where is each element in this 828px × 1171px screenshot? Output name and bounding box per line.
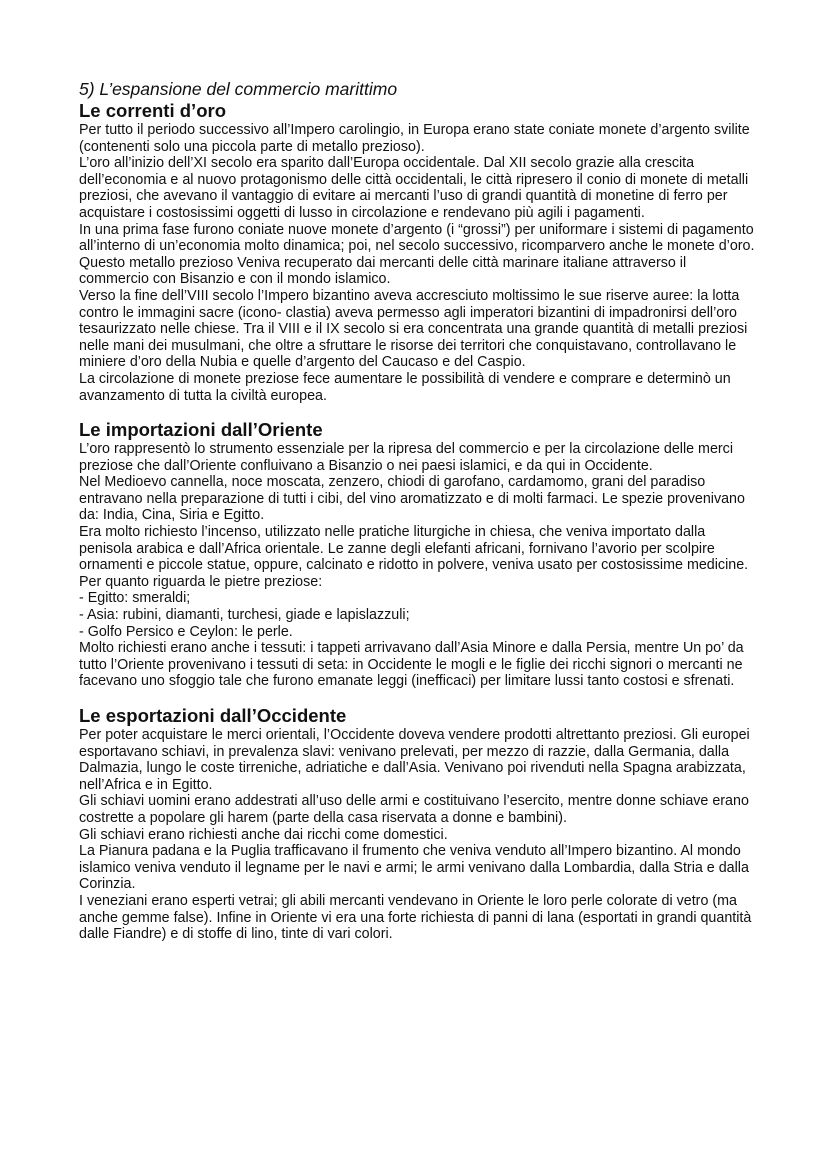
paragraph: Questo metallo prezioso Veniva recuperato dai mercanti delle città marinare italiane attraverso il commercio con Bisanzio e con il mondo islamico. (79, 254, 687, 288)
list-item: - Egitto: smeraldi; (79, 590, 191, 607)
section-title: Le importazioni dall’Oriente (79, 419, 323, 441)
list-item: - Golfo Persico e Ceylon: le perle. (79, 623, 293, 640)
paragraph: Gli schiavi uomini erano addestrati all’uso delle armi e costituivano l’esercito, mentre donne schiave erano costrette a popolare gli harem (parte della casa riservata a donne e bambini). (79, 793, 749, 826)
paragraph: L’oro all’inizio dell’XI secolo era sparito dall’Europa occidentale. Dal XII secolo grazie alla crescita dell’economia e al nuovo protagonismo delle città occidentali, le città ripresero il conio di monete di metalli preziosi, che avevano il vantaggio di evitare ai mercanti l’uso di grandi quantità di monetine di ferro per acquistare i costosissimi oggetti di lusso in circolazione e rendevano più agili i pagamenti. (79, 155, 749, 221)
chapter-title: 5) L’espansione del commercio marittimo (79, 79, 398, 99)
section-title: Le esportazioni dall’Occidente (79, 705, 347, 726)
section-correnti-oro (79, 100, 759, 404)
paragraph: L’oro rappresentò lo strumento essenziale per la ripresa del commercio e per la circolazione delle merci preziose che dall’Oriente confluivano a Bisanzio o nei paesi islamici, e da qui in Occidente. (79, 441, 733, 474)
paragraph: Per poter acquistare le merci orientali, l’Occidente doveva vendere prodotti altrettanto preziosi. Gli europei esportavano schiavi, in prevalenza slavi: venivano prelevati, per mezzo di razzie, dalla Germania, dalla Dalmazia, lungo le coste tirreniche, adriatiche e dall’Asia. Venivano poi rivenduti nella Spagna arabizzata, nell’Africa e in Egitto. (79, 727, 750, 793)
paragraph: Molto richiesti erano anche i tessuti: i tappeti arrivavano dall’Asia Minore e dalla Persia, mentre Un po’ da tutto l’Oriente provenivano i tessuti di seta: in Occidente le mogli e le figlie dei ricchi signori o mercanti ne facevano uno sfoggio tale che furono emanate leggi (inefficaci) per limitare lussi tanto costosi e sfrenati. (79, 640, 744, 690)
paragraph: Gli schiavi erano richiesti anche dai ricchi come domestici. (79, 826, 448, 843)
paragraph: I veneziani erano esperti vetrai; gli abili mercanti vendevano in Oriente le loro perle colorate di vetro (ma anche gemme false). Infine in Oriente vi era una forte richiesta di panni di lana (esportati in grandi quantità dalle Fiandre) e di stoffe di lino, tinte di vari colori. (79, 892, 752, 943)
section-title: Le correnti d’oro (79, 100, 226, 121)
paragraph: Nel Medioevo cannella, noce moscata, zenzero, chiodi di garofano, cardamomo, grani del paradiso entravano nella preparazione di tutti i cibi, del vino aromatizzato e di molti farmaci. Le spezie provenivano da: India, Cina, Siria e Egitto. (79, 474, 745, 524)
paragraph: La Pianura padana e la Puglia trafficavano il frumento che veniva venduto all’Impero bizantino. Al mondo islamico veniva venduto il legname per le navi e armi; le armi venivano dalla Lombardia, dalla Stria e dalla Corinzia. (79, 843, 749, 893)
paragraph: Per tutto il periodo successivo all’Impero carolingio, in Europa erano state coniate monete d’argento svilite (contenenti solo una piccola parte di metallo prezioso). (79, 122, 750, 155)
document-page (79, 78, 759, 943)
paragraph: La circolazione di monete preziose fece aumentare le possibilità di vendere e comprare e determinò un avanzamento di tutta la civiltà europea. (79, 370, 731, 404)
list-item: - Asia: rubini, diamanti, turchesi, giade e lapislazzuli; (79, 607, 410, 624)
paragraph: Verso la fine dell’VIII secolo l’Impero bizantino aveva accresciuto moltissimo le sue riserve auree: la lotta contro le immagini sacre (icono- clastia) aveva permesso agli imperatori bizantini di impadronirsi dell’oro tesaurizzato nelle chiese. Tra il VIII e il IX secolo si era concentrata una grande quantità di metalli preziosi nelle mani dei musulmani, che oltre a sfruttare le risorse dei territori che conquistavano, controllavano le miniere d’oro della Nubia e quelle d’argento del Caucaso e del Caspio. (79, 287, 748, 371)
paragraph: Era molto richiesto l’incenso, utilizzato nelle pratiche liturgiche in chiesa, che veniva importato dalla penisola arabica e dall’Africa orientale. Le zanne degli elefanti africani, fornivano l’avorio per scolpire ornamenti e piccole statue, oppure, calcinato e ridotto in polvere, veniva usato per costosissime medicine. (79, 524, 749, 574)
section-importazioni (79, 419, 759, 690)
paragraph: In una prima fase furono coniate nuove monete d’argento (i “grossi”) per uniformare i sistemi di pagamento all’interno di un’economia molto dinamica; poi, nel secolo successivo, ricomparvero anche le monete d’oro. (79, 221, 755, 255)
section-esportazioni (79, 705, 759, 943)
paragraph: Per quanto riguarda le pietre preziose: (79, 573, 323, 590)
